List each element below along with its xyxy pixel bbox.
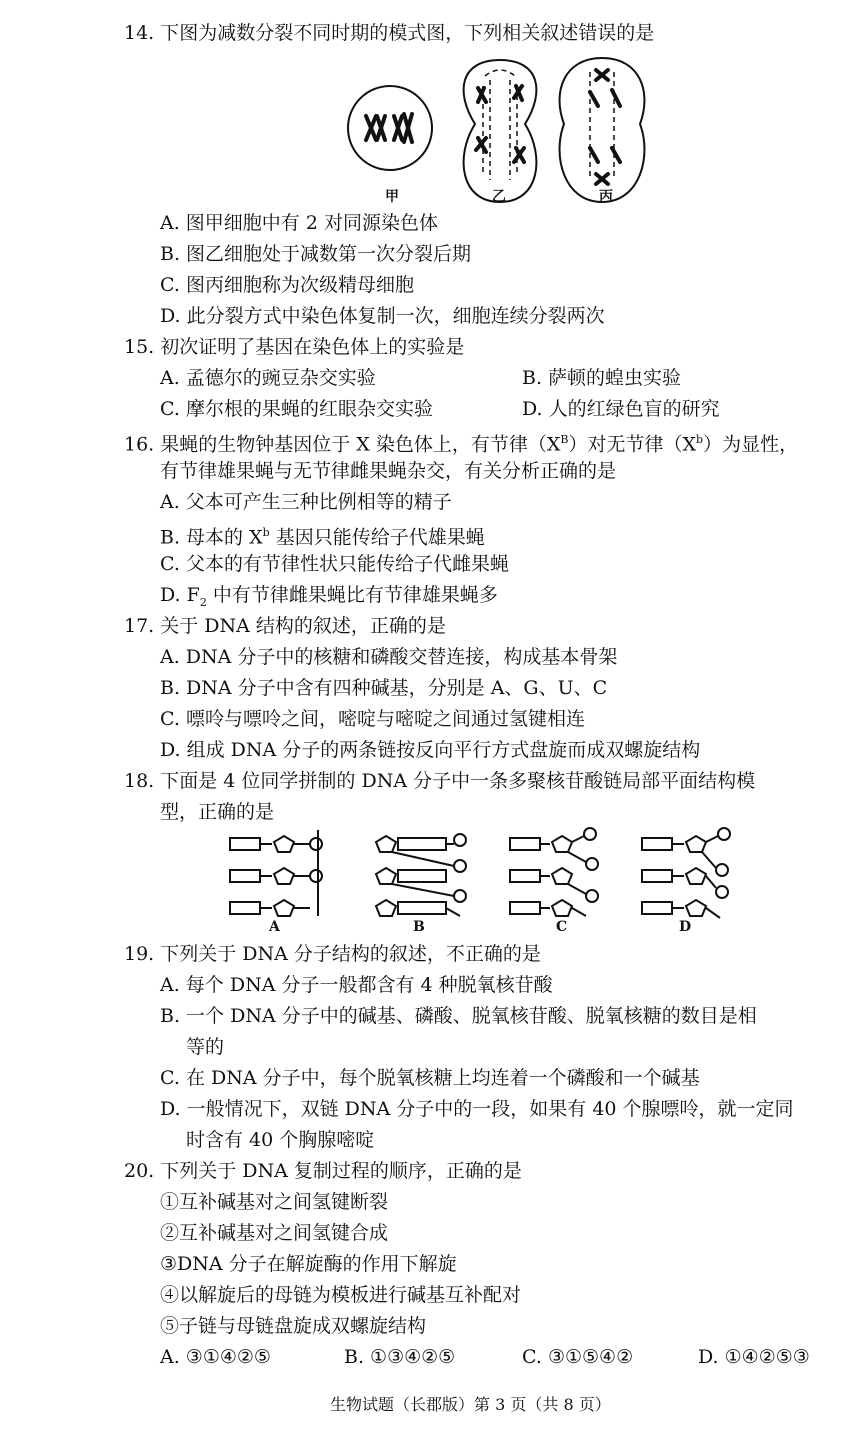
q16-option-b[interactable] [160,518,485,548]
q18-stem-line2: 型，正确的是 [160,801,275,823]
q16-option-b-post: 基因只能传给子代雄果蝇 [269,526,485,549]
q19-option-a[interactable]: A. 每个 DNA 分子一般都含有 4 种脱氧核苷酸 [160,974,553,996]
q14-option-d[interactable]: D. 此分裂方式中染色体复制一次，细胞连续分裂两次 [160,305,605,327]
q20-step-1: ①互补碱基对之间氢键断裂 [160,1191,389,1213]
q20-option-c[interactable]: C. ③①⑤④② [522,1346,634,1368]
q16-option-d-sub: 2 [199,595,207,609]
q18-label-b: B [413,919,425,935]
q17-option-c[interactable]: C. 嘌呤与嘌呤之间，嘧啶与嘧啶之间通过氢键相连 [160,708,585,730]
q16-option-d-pre: D. F [160,584,200,606]
q17-option-b[interactable]: B. DNA 分子中含有四种碱基，分别是 A、G、U、C [160,677,608,699]
q19-option-d-line2[interactable]: 时含有 40 个胸腺嘧啶 [186,1129,375,1151]
q20-step-4: ④以解旋后的母链为模板进行碱基互补配对 [160,1284,522,1306]
q19-option-c[interactable]: C. 在 DNA 分子中，每个脱氧核糖上均连着一个磷酸和一个碱基 [160,1067,700,1089]
q16-stem-line2: 有节律雄果蝇与无节律雌果蝇杂交，有关分析正确的是 [160,460,617,482]
q19-option-b-line2[interactable]: 等的 [186,1036,225,1058]
q14-label-jia: 甲 [385,189,399,205]
q17-option-d[interactable]: D. 组成 DNA 分子的两条链按反向平行方式盘旋而成双螺旋结构 [160,739,701,761]
q18-nucleotide-models [228,826,748,922]
q16-option-b-sup: b [262,526,270,539]
q18-label-d: D [679,919,692,935]
q16-option-b-pre: B. 母本的 X [160,526,263,549]
q19-stem: 19. 下列关于 DNA 分子结构的叙述，不正确的是 [124,943,541,965]
q14-stem: 14. 下图为减数分裂不同时期的模式图，下列相关叙述错误的是 [124,22,655,44]
q15-option-c[interactable]: C. 摩尔根的果蝇的红眼杂交实验 [160,398,433,420]
q14-option-a[interactable]: A. 图甲细胞中有 2 对同源染色体 [160,212,438,234]
q20-option-d[interactable]: D. ①④②⑤③ [698,1346,810,1368]
q16-sup-B: B [560,433,569,446]
q14-option-b[interactable]: B. 图乙细胞处于减数第一次分裂后期 [160,243,472,265]
q14-option-c[interactable]: C. 图丙细胞称为次级精母细胞 [160,274,414,296]
q20-step-3: ③DNA 分子在解旋酶的作用下解旋 [160,1253,457,1275]
q15-option-d[interactable]: D. 人的红绿色盲的研究 [522,398,720,420]
q14-label-bing: 丙 [599,189,613,205]
q18-model-b [376,834,466,916]
q16-option-d-post: 中有节律雌果蝇比有节律雄果蝇多 [206,584,498,606]
q18-model-d [642,828,730,918]
q20-option-a[interactable]: A. ③①④②⑤ [160,1346,271,1368]
q17-stem: 17. 关于 DNA 结构的叙述，正确的是 [124,615,446,637]
q20-stem: 20. 下列关于 DNA 复制过程的顺序，正确的是 [124,1160,522,1182]
q18-model-a [230,830,322,916]
q14-label-yi: 乙 [492,189,506,205]
q16-stem-mid: ）对无节律（X [568,433,697,456]
q17-option-a[interactable]: A. DNA 分子中的核糖和磷酸交替连接，构成基本骨架 [160,646,618,668]
page-footer: 生物试题（长郡版）第 3 页（共 8 页） [330,1395,611,1414]
q16-option-d[interactable] [160,580,498,610]
q18-model-c [510,828,598,916]
q18-label-a: A [269,919,280,935]
q16-stem-post: ）为显性， [703,433,799,456]
q20-step-2: ②互补碱基对之间氢键合成 [160,1222,389,1244]
q19-option-b-line1[interactable]: B. 一个 DNA 分子中的碱基、磷酸、脱氧核苷酸、脱氧核糖的数目是相 [160,1005,757,1027]
q18-label-c: C [556,919,568,935]
q15-option-a[interactable]: A. 孟德尔的豌豆杂交实验 [160,367,376,389]
q19-option-d-line1[interactable]: D. 一般情况下，双链 DNA 分子中的一段，如果有 40 个腺嘌呤，就一定同 [160,1098,794,1120]
q16-stem-pre: 16. 果蝇的生物钟基因位于 X 染色体上，有节律（X [124,433,561,456]
q16-option-a[interactable]: A. 父本可产生三种比例相等的精子 [160,491,452,513]
q16-sup-b: b [696,433,704,446]
q20-option-b[interactable]: B. ①③④②⑤ [344,1346,456,1368]
q15-stem: 15. 初次证明了基因在染色体上的实验是 [124,336,465,358]
q15-option-b[interactable]: B. 萨顿的蝗虫实验 [522,367,682,389]
q16-stem-line1 [124,425,798,455]
q18-stem-line1: 18. 下面是 4 位同学拼制的 DNA 分子中一条多聚核苷酸链局部平面结构模 [124,770,756,792]
q20-step-5: ⑤子链与母链盘旋成双螺旋结构 [160,1315,427,1337]
q16-option-c[interactable]: C. 父本的有节律性状只能传给子代雌果蝇 [160,553,509,575]
